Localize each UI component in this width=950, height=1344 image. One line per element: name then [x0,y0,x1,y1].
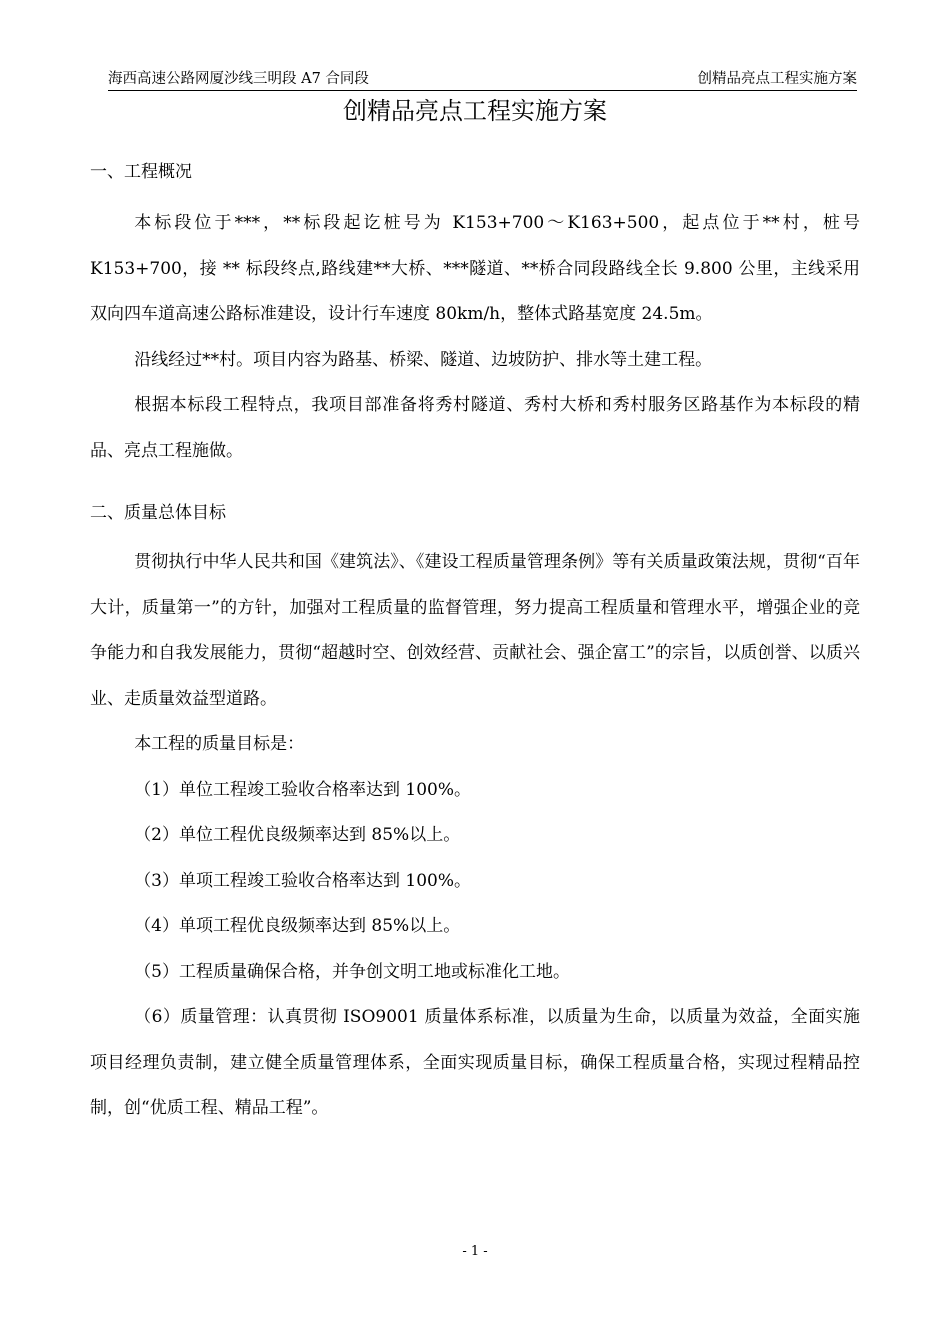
paragraph: 本标段位于***，**标段起讫桩号为 K153+700～K163+500，起点位于**村，桩号 K153+700，接 ** 标段终点,路线建**大桥、***隧道、**桥合同段路线全长 9.800 公里，主线采用双向四车道高速公路标准建设，设计行车速度 80km/h，整体式路基宽度 24.5m。 [90,213,860,324]
header-project-name: 海西高速公路网厦沙线三明段 A7 合同段 [108,71,369,87]
document-body [90,155,860,1132]
paragraph: 根据本标段工程特点，我项目部准备将秀村隧道、秀村大桥和秀村服务区路基作为本标段的精品、亮点工程施做。 [90,395,860,461]
paragraph: 贯彻执行中华人民共和国《建筑法》、《建设工程质量管理条例》等有关质量政策法规，贯彻“百年大计，质量第一”的方针，加强对工程质量的监督管理，努力提高工程质量和管理水平，增强企业的竞争能力和自我发展能力，贯彻“超越时空、创效经营、贡献社会、强企富工”的宗旨，以质创誉、以质兴业、走质量效益型道路。 [90,552,860,709]
goal-item: （4）单项工程优良级频率达到 85%以上。 [134,916,461,936]
page-header [108,68,857,91]
goal-item: （2）单位工程优良级频率达到 85%以上。 [134,825,461,845]
goal-item: （5）工程质量确保合格，并争创文明工地或标准化工地。 [134,961,571,982]
section-heading-overview: 一、工程概况 [90,162,192,182]
document-title: 创精品亮点工程实施方案 [343,97,607,125]
section-heading-quality-goals: 二、质量总体目标 [90,503,226,523]
goal-item: （6）质量管理：认真贯彻 ISO9001 质量体系标准，以质量为生命，以质量为效益，全面实施项目经理负责制，建立健全质量管理体系，全面实现质量目标，确保工程质量合格，实现过程精品控制，创“优质工程、精品工程”。 [90,1007,860,1118]
goal-item: （1）单位工程竣工验收合格率达到 100%。 [134,779,472,800]
goal-item: （3）单项工程竣工验收合格率达到 100%。 [134,870,472,891]
paragraph: 沿线经过**村。项目内容为路基、桥梁、隧道、边坡防护、排水等土建工程。 [134,349,713,370]
paragraph: 本工程的质量目标是： [134,734,305,754]
header-document-name: 创精品亮点工程实施方案 [697,71,857,87]
page-number: - 1 - [462,1244,488,1259]
